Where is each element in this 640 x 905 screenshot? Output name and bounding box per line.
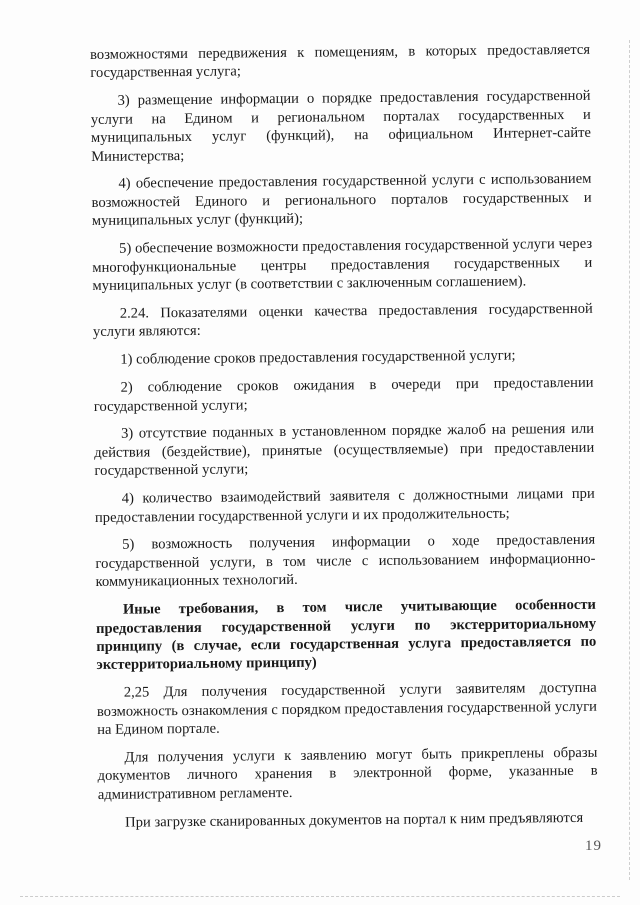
- paragraph-item-3: 3) размещение информации о порядке предоставления государственной услуги на Едином и региональном порталах государственных и муниципальных услуг (функций), на официальном Интернет-сайте Министерства;: [90, 88, 592, 165]
- paragraph-quality-1: 1) соблюдение сроков предоставления государственной услуги;: [120, 347, 516, 368]
- paragraph-attach: Для получения услуги к заявлению могут быть прикреплены образы документов личного хранения в электронной форме, указанные в административном регламенте.: [97, 744, 598, 803]
- paragraph-upload: При загрузке сканированных документов на портал к ним предъявляются: [125, 809, 584, 831]
- paragraph-quality-4: 4) количество взаимодействий заявителя с должностными лицами при предоставлении государственной услуги и их продолжительность;: [94, 485, 595, 526]
- paragraph-continuation: возможностями передвижения к помещениям, в которых предоставляется государственная услуга;: [90, 41, 591, 82]
- page-number: 19: [585, 838, 602, 854]
- paragraph-quality-3: 3) отсутствие поданных в установленном порядке жалоб на решения или действия (бездействие), принятые (осуществляемые) при предоставлении государственной услуги;: [94, 421, 595, 480]
- paragraph-quality-2: 2) соблюдение сроков ожидания в очереди при предоставлении государственной услуги;: [93, 374, 594, 415]
- document-body: [90, 41, 598, 842]
- paragraph-item-4: 4) обеспечение предоставления государственной услуги с использованием возможностей Единого и регионального порталов государственных и муниципальных услуг (функций);: [91, 171, 592, 230]
- paragraph-2-24: 2.24. Показателями оценки качества предоставления государственной услуги являются:: [92, 300, 593, 341]
- paragraph-heading: Иные требования, в том числе учитывающие особенности предоставления государственной услуги по экстерриториальному принципу (в случае, если государственная услуга предоставляется по экстерриториальному принципу): [96, 596, 597, 674]
- paragraph-item-5: 5) обеспечение возможности предоставления государственной услуги через многофункциональные центры предоставления государственных и муниципальных услуг (в соответствии с заключенным соглашением).: [92, 235, 593, 294]
- scan-edge-right: [628, 40, 630, 880]
- paragraph-quality-5: 5) возможность получения информации о ходе предоставления государственной услуги, в том числе с использованием информационно-коммуникационных технологий.: [95, 532, 596, 591]
- paragraph-2-25: 2,25 Для получения государственной услуги заявителям доступна возможность ознакомления с порядком предоставления государственной услуги на Едином портале.: [96, 680, 598, 739]
- scan-edge-bottom: [20, 895, 620, 897]
